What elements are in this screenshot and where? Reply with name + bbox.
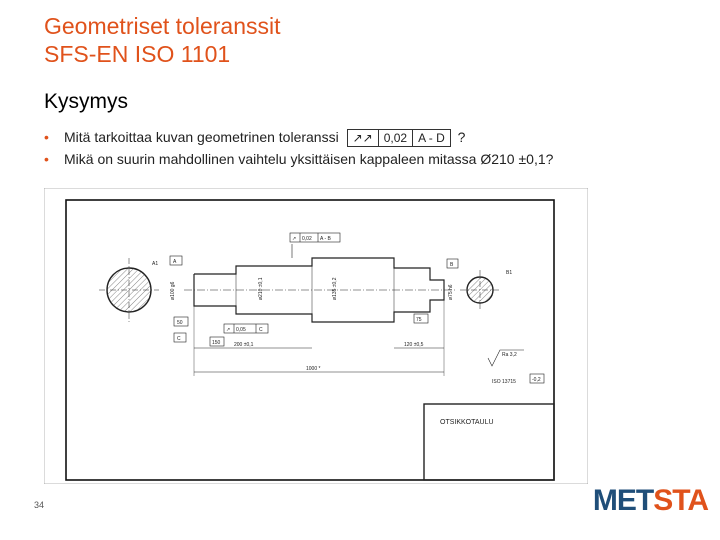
bullet-icon: • (44, 129, 49, 145)
question-1-text: Mitä tarkoittaa kuvan geometrinen toleranssi (64, 129, 339, 145)
runout-value: 0,02 (302, 236, 312, 242)
roughness-label: Ra 3,2 (502, 352, 517, 358)
dim-mid-diameter: ø210 ±0,1 (258, 277, 264, 300)
runout-symbol-icon: ↗ (226, 327, 231, 333)
question-2-text: Mikä on suurin mahdollinen vaihtelu yksittäisen kappaleen mitassa Ø210 ±0,1? (64, 151, 554, 167)
runout-symbol-icon: ↗↗ (348, 130, 379, 146)
dim-right-diameter: ø75 h6 (448, 284, 454, 300)
datum-b-label: B (450, 262, 454, 268)
logo-part-1: MET (592, 484, 654, 517)
box-150-label: 150 (212, 340, 221, 346)
detail-a1-label: A1 (152, 261, 159, 267)
tolerance-frame (347, 129, 451, 147)
title-line-1: Geometriset toleranssit (44, 13, 281, 39)
title-block (424, 404, 554, 480)
question-item-1 (44, 128, 553, 150)
dim-120-label: 120 ±0,5 (404, 342, 424, 348)
metsta-logo (593, 484, 708, 518)
datum-c-label: C (177, 336, 181, 342)
right-end-view (460, 270, 500, 310)
logo-part-2: STA (653, 484, 708, 517)
title-line-2: SFS-EN ISO 1101 (44, 41, 231, 67)
edge-box-label: -0,2 (532, 377, 541, 383)
left-end-view (99, 258, 159, 322)
runout-frame-top (290, 233, 340, 258)
technical-drawing (44, 188, 588, 484)
drawing-outer-border (44, 188, 588, 484)
bullet-icon: • (44, 151, 49, 167)
dim-200-label: 200 ±0,1 (234, 342, 254, 348)
tolerance-value-2: 0,05 (236, 327, 246, 333)
dim-big-diameter: ø135 ±0,2 (332, 277, 338, 300)
section-heading: Kysymys (44, 90, 128, 113)
question-1-end: ? (457, 129, 466, 145)
runout-datum: A - B (320, 236, 331, 242)
page-number: 34 (34, 500, 45, 510)
detail-b1-label: B1 (506, 270, 513, 276)
title-block-label: OTSIKKOTAULU (440, 419, 494, 426)
question-item-2 (44, 150, 553, 172)
dim-1000-label: 1000 * (306, 366, 321, 372)
shaft-profile (184, 258, 456, 322)
question-list (44, 128, 553, 172)
iso-note-label: ISO 13715 (492, 379, 516, 385)
box-50-label: 50 (177, 320, 183, 326)
datum-a-label: A (173, 259, 177, 265)
box-75-label: 75 (416, 317, 422, 323)
tolerance-value: 0,02 (379, 130, 413, 146)
dim-left-diameter: ø100 g6 (170, 281, 176, 300)
tolerance-datum: A - D (418, 131, 445, 146)
tolerance-datum-2: C (259, 327, 263, 333)
runout-symbol-icon: ↗ (292, 236, 297, 242)
slide-title (44, 12, 280, 68)
